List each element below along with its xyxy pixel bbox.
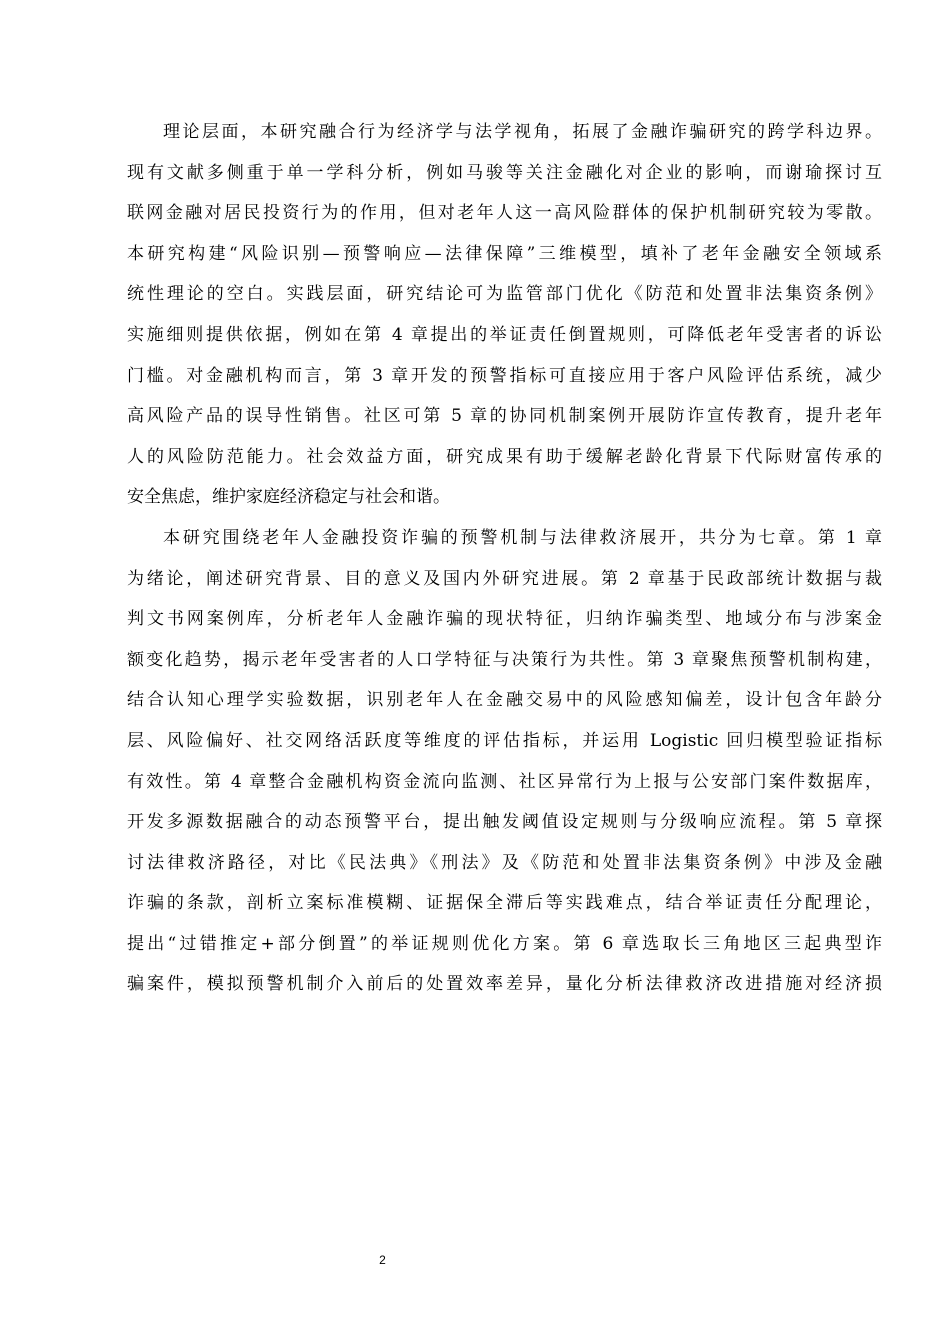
text-line: 门槛。对金融机构而言，第 3 章开发的预警指标可直接应用于客户风险评估系统，减少 <box>127 365 882 386</box>
paragraph-structure <box>127 518 882 1005</box>
text-line: 层、风险偏好、社交网络活跃度等维度的评估指标，并运用 Logistic 回归模型验证指标 <box>127 730 882 751</box>
text-line: 本研究围绕老年人金融投资诈骗的预警机制与法律救济展开，共分为七章。第 1 章 <box>163 527 882 548</box>
text-line: 开发多源数据融合的动态预警平台，提出触发阈值设定规则与分级响应流程。第 5 章探 <box>127 812 882 833</box>
text-line: 为绪论，阐述研究背景、目的意义及国内外研究进展。第 2 章基于民政部统计数据与裁 <box>127 568 882 589</box>
text-line: 现有文献多侧重于单一学科分析，例如马骏等关注金融化对企业的影响，而谢瑜探讨互 <box>127 162 882 183</box>
text-line: 联网金融对居民投资行为的作用，但对老年人这一高风险群体的保护机制研究较为零散。 <box>127 203 882 224</box>
text-line: 结合认知心理学实验数据，识别老年人在金融交易中的风险感知偏差，设计包含年龄分 <box>127 690 882 711</box>
text-line: 骗案件，模拟预警机制介入前后的处置效率差异，量化分析法律救济改进措施对经济损 <box>127 974 882 995</box>
text-line: 讨法律救济路径，对比《民法典》《刑法》及《防范和处置非法集资条例》中涉及金融 <box>127 852 882 873</box>
text-line: 实施细则提供依据，例如在第 4 章提出的举证责任倒置规则，可降低老年受害者的诉讼 <box>127 324 882 345</box>
body-text <box>127 112 882 1005</box>
text-line: 判文书网案例库，分析老年人金融诈骗的现状特征，归纳诈骗类型、地域分布与涉案金 <box>127 609 882 630</box>
text-line: 诈骗的条款，剖析立案标准模糊、证据保全滞后等实践难点，结合举证责任分配理论， <box>127 893 882 914</box>
text-line: 安全焦虑，维护家庭经济稳定与社会和谐。 <box>127 487 450 508</box>
text-line: 有效性。第 4 章整合金融机构资金流向监测、社区异常行为上报与公安部门案件数据库， <box>127 771 882 792</box>
page-number: 2 <box>379 1253 386 1267</box>
text-line: 高风险产品的误导性销售。社区可第 5 章的协同机制案例开展防诈宣传教育，提升老年 <box>127 406 882 427</box>
text-line: 本研究构建“风险识别—预警响应—法律保障”三维模型，填补了老年金融安全领域系 <box>127 243 882 264</box>
text-line: 提出“过错推定+部分倒置”的举证规则优化方案。第 6 章选取长三角地区三起典型诈 <box>127 933 882 954</box>
paragraph-significance <box>127 112 882 518</box>
text-line: 理论层面，本研究融合行为经济学与法学视角，拓展了金融诈骗研究的跨学科边界。 <box>163 122 882 142</box>
text-line: 额变化趋势，揭示老年受害者的人口学特征与决策行为共性。第 3 章聚焦预警机制构建， <box>127 649 882 670</box>
text-line: 统性理论的空白。实践层面，研究结论可为监管部门优化《防范和处置非法集资条例》 <box>127 284 882 305</box>
text-line: 人的风险防范能力。社会效益方面，研究成果有助于缓解老龄化背景下代际财富传承的 <box>127 446 882 467</box>
